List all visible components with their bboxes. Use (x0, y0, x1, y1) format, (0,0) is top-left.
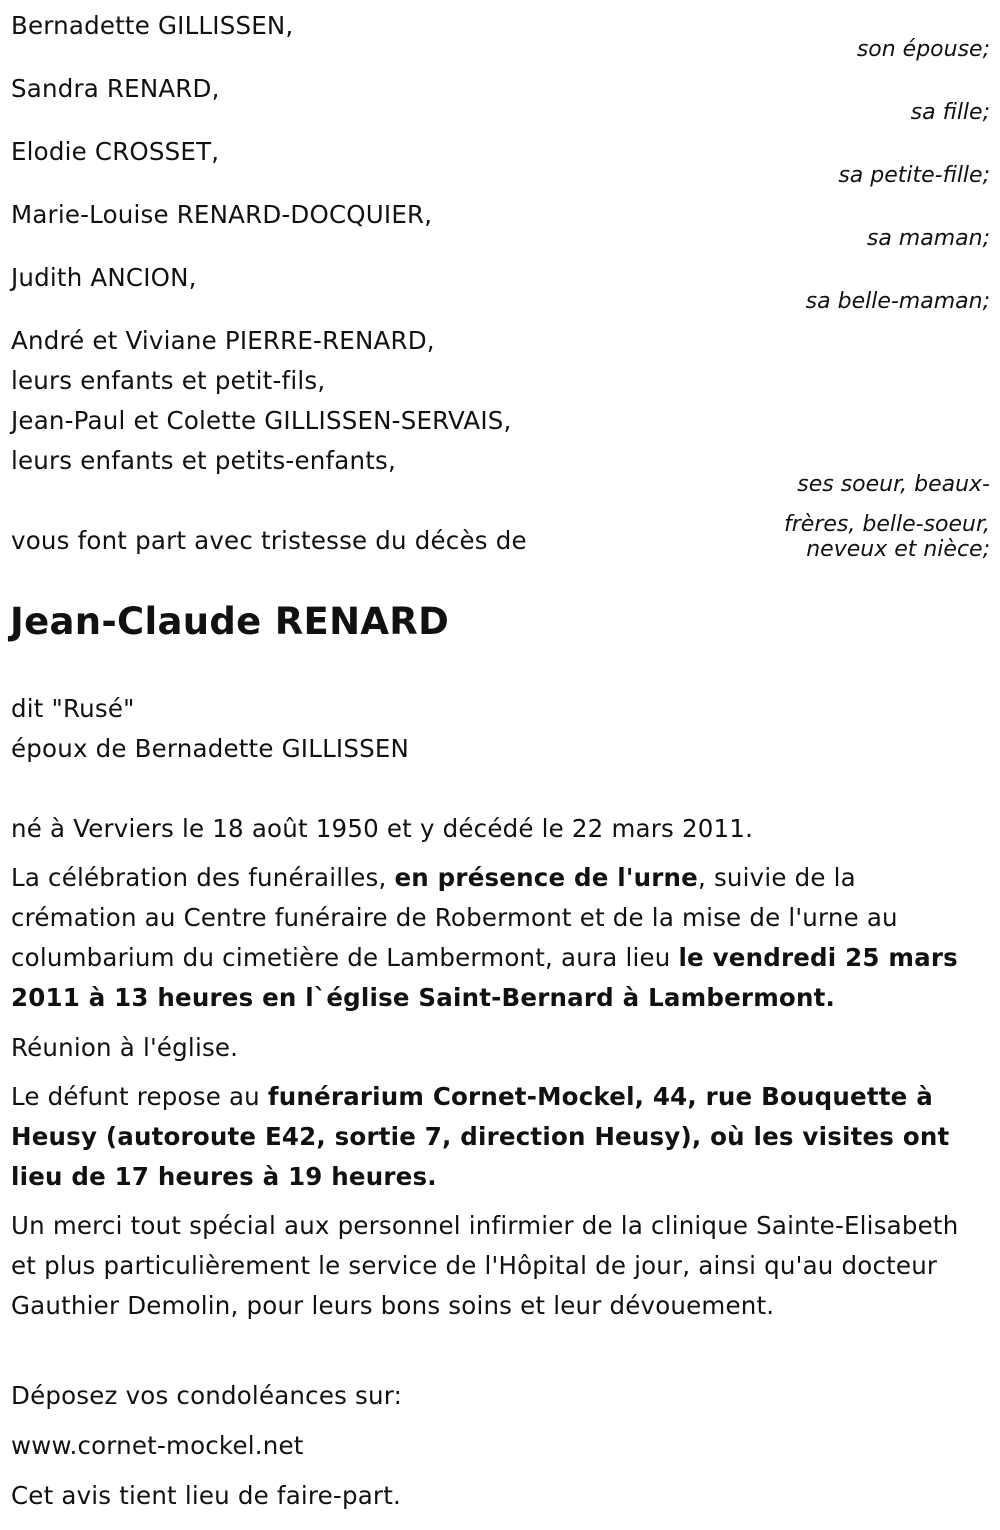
family-name-elodie: Elodie CROSSET, (11, 137, 220, 166)
website-link[interactable]: www.cornet-mockel.net (11, 1431, 304, 1460)
siblings-relation-line-1: ses soeur, beaux- (797, 472, 990, 497)
rest-funerarium-bold: funérarium Cornet-Mockel, 44, rue Bouquette à Heusy (autoroute E42, sortie 7, direction Heusy), où les visites ont lieu de 17 heures à 19 heures. (11, 1082, 950, 1191)
family-name-sandra: Sandra RENARD, (11, 74, 220, 103)
rest-text-1: Le défunt repose au (11, 1082, 268, 1111)
family-name-judith: Judith ANCION, (11, 263, 197, 292)
ceremony-text-1: La célébration des funérailles, (11, 863, 395, 892)
announcement-text: vous font part avec tristesse du décès de (11, 526, 527, 555)
siblings-relation-line-3: neveux et nièce; (806, 537, 990, 562)
ceremony-text-2: , suivie de la crémation au Centre funéraire de Robermont et de la mise de l'urne au columbarium du cimetière de Lambermont, aura lieu (11, 863, 898, 972)
deceased-spouse: époux de Bernadette GILLISSEN (11, 734, 410, 763)
siblings-line-3: Jean-Paul et Colette GILLISSEN-SERVAIS, (11, 406, 512, 435)
deceased-nickname: dit "Rusé" (11, 694, 135, 723)
siblings-relation (784, 471, 990, 561)
family-relation-sandra: sa fille; (910, 100, 990, 125)
ceremony-paragraph (11, 858, 986, 1018)
thanks-paragraph: Un merci tout spécial aux personnel infirmier de la clinique Sainte-Elisabeth et plus particulièrement le service de l'Hôpital de jour, ainsi qu'au docteur Gauthier Demolin, pour leurs bons soins et leur dévouement. (11, 1211, 959, 1320)
reunion-text: Réunion à l'église. (11, 1033, 239, 1062)
siblings-line-2: leurs enfants et petit-fils, (11, 366, 326, 395)
family-relation-marie-louise: sa maman; (866, 226, 990, 251)
rest-paragraph (11, 1077, 986, 1197)
family-relation-judith: sa belle-maman; (805, 289, 990, 314)
birth-death-text: né à Verviers le 18 août 1950 et y décédé le 22 mars 2011. (11, 814, 754, 843)
ceremony-date-bold: le vendredi 25 mars 2011 à 13 heures en l`église Saint-Bernard à Lambermont. (11, 943, 958, 1012)
family-relation-elodie: sa petite-fille; (838, 163, 990, 188)
deceased-name: Jean-Claude RENARD (10, 600, 450, 643)
family-name-marie-louise: Marie-Louise RENARD-DOCQUIER, (11, 200, 433, 229)
condolences-label: Déposez vos condoléances sur: (11, 1381, 403, 1410)
siblings-line-1: André et Viviane PIERRE-RENARD, (11, 326, 435, 355)
family-relation-bernadette: son épouse; (856, 37, 990, 62)
ceremony-urn-bold: en présence de l'urne (394, 863, 698, 892)
siblings-line-4: leurs enfants et petits-enfants, (11, 446, 397, 475)
siblings-relation-line-2: frères, belle-soeur, (784, 512, 990, 537)
closing-text: Cet avis tient lieu de faire-part. (11, 1481, 401, 1510)
family-name-bernadette: Bernadette GILLISSEN, (11, 11, 294, 40)
